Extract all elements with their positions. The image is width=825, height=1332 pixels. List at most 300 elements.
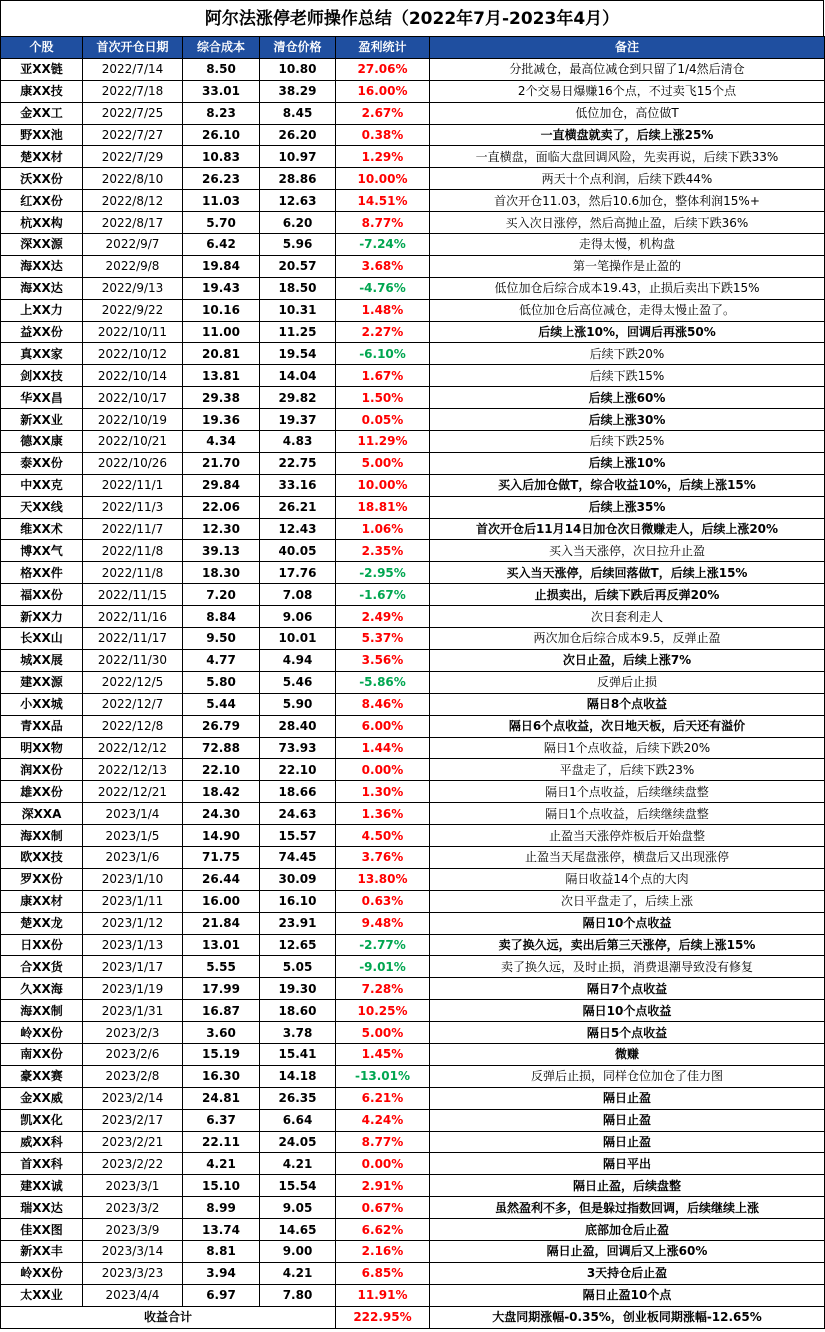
cost-cell: 24.30: [183, 803, 260, 825]
date-cell: 2022/7/27: [83, 124, 183, 146]
pnl-cell: -7.24%: [336, 234, 430, 256]
cost-cell: 29.84: [183, 474, 260, 496]
pnl-cell: 0.00%: [336, 759, 430, 781]
table-row: [1, 693, 825, 715]
stock-cell: 太XX业: [1, 1284, 83, 1306]
date-cell: 2022/12/7: [83, 693, 183, 715]
cost-cell: 6.37: [183, 1109, 260, 1131]
note-cell: 买入次日涨停，然后高抛止盈，后续下跌36%: [430, 212, 825, 234]
date-cell: 2023/2/6: [83, 1043, 183, 1065]
note-cell: 首次开仓后11月14日加仓次日微赚走人，后续上涨20%: [430, 518, 825, 540]
date-cell: 2022/7/29: [83, 146, 183, 168]
pnl-cell: 0.00%: [336, 1153, 430, 1175]
pnl-cell: 10.00%: [336, 168, 430, 190]
exit-price-cell: 7.80: [260, 1284, 336, 1306]
exit-price-cell: 5.90: [260, 693, 336, 715]
table-row: [1, 299, 825, 321]
cost-cell: 8.99: [183, 1197, 260, 1219]
stock-cell: 杭XX构: [1, 212, 83, 234]
exit-price-cell: 15.41: [260, 1043, 336, 1065]
cost-cell: 15.10: [183, 1175, 260, 1197]
stock-cell: 海XX达: [1, 255, 83, 277]
note-cell: 隔日8个点收益: [430, 693, 825, 715]
stock-cell: 真XX家: [1, 343, 83, 365]
stock-cell: 青XX品: [1, 715, 83, 737]
stock-cell: 凯XX化: [1, 1109, 83, 1131]
exit-price-cell: 5.46: [260, 671, 336, 693]
exit-price-cell: 10.80: [260, 58, 336, 80]
note-cell: 底部加仓后止盈: [430, 1219, 825, 1241]
exit-price-cell: 26.35: [260, 1087, 336, 1109]
date-cell: 2023/1/6: [83, 846, 183, 868]
date-cell: 2022/12/8: [83, 715, 183, 737]
note-cell: 后续上涨10%: [430, 452, 825, 474]
cost-cell: 17.99: [183, 978, 260, 1000]
table-row: [1, 628, 825, 650]
cost-cell: 6.97: [183, 1284, 260, 1306]
table-row: [1, 409, 825, 431]
date-cell: 2022/12/13: [83, 759, 183, 781]
note-cell: 平盘走了，后续下跌23%: [430, 759, 825, 781]
table-row: [1, 912, 825, 934]
note-cell: 2个交易日爆赚16个点，不过卖飞15个点: [430, 80, 825, 102]
pnl-cell: 3.56%: [336, 649, 430, 671]
cost-cell: 13.01: [183, 934, 260, 956]
table-row: [1, 584, 825, 606]
exit-price-cell: 16.10: [260, 890, 336, 912]
exit-price-cell: 9.00: [260, 1240, 336, 1262]
table-row: [1, 102, 825, 124]
cost-cell: 8.50: [183, 58, 260, 80]
cost-cell: 5.44: [183, 693, 260, 715]
table-row: [1, 715, 825, 737]
pnl-cell: 8.46%: [336, 693, 430, 715]
pnl-cell: 10.00%: [336, 474, 430, 496]
note-cell: 两次加仓后综合成本9.5，反弹止盈: [430, 628, 825, 650]
date-cell: 2023/1/5: [83, 825, 183, 847]
pnl-cell: 13.80%: [336, 868, 430, 890]
table-row: [1, 803, 825, 825]
date-cell: 2022/7/25: [83, 102, 183, 124]
date-cell: 2022/7/14: [83, 58, 183, 80]
note-cell: 后续上涨60%: [430, 387, 825, 409]
note-cell: 买入后加仓做T，综合收益10%，后续上涨15%: [430, 474, 825, 496]
note-cell: 卖了换久远，卖出后第三天涨停，后续上涨15%: [430, 934, 825, 956]
pnl-cell: 8.77%: [336, 1131, 430, 1153]
table-row: [1, 496, 825, 518]
stock-cell: 沃XX份: [1, 168, 83, 190]
stock-cell: 亚XX链: [1, 58, 83, 80]
stock-cell: 南XX份: [1, 1043, 83, 1065]
date-cell: 2023/2/21: [83, 1131, 183, 1153]
exit-price-cell: 18.50: [260, 277, 336, 299]
stock-cell: 建XX诚: [1, 1175, 83, 1197]
cost-cell: 71.75: [183, 846, 260, 868]
pnl-cell: 27.06%: [336, 58, 430, 80]
table-row: [1, 452, 825, 474]
note-cell: 一直横盘，面临大盘回调风险，先卖再说，后续下跌33%: [430, 146, 825, 168]
date-cell: 2022/7/18: [83, 80, 183, 102]
date-cell: 2023/3/14: [83, 1240, 183, 1262]
exit-price-cell: 73.93: [260, 737, 336, 759]
note-cell: 隔日1个点收益，后续下跌20%: [430, 737, 825, 759]
note-cell: 隔日7个点收益: [430, 978, 825, 1000]
table-row: [1, 124, 825, 146]
header-pnl: 盈利统计: [336, 37, 430, 59]
exit-price-cell: 29.82: [260, 387, 336, 409]
pnl-cell: 6.85%: [336, 1262, 430, 1284]
table-row: [1, 277, 825, 299]
table-row: [1, 190, 825, 212]
stock-cell: 润XX份: [1, 759, 83, 781]
table-row: [1, 146, 825, 168]
exit-price-cell: 12.65: [260, 934, 336, 956]
pnl-cell: 1.44%: [336, 737, 430, 759]
exit-price-cell: 18.60: [260, 1000, 336, 1022]
stock-cell: 久XX海: [1, 978, 83, 1000]
stock-cell: 雄XX份: [1, 781, 83, 803]
stock-cell: 海XX制: [1, 1000, 83, 1022]
pnl-cell: 0.38%: [336, 124, 430, 146]
date-cell: 2023/2/8: [83, 1065, 183, 1087]
pnl-cell: 1.45%: [336, 1043, 430, 1065]
header-open-date: 首次开仓日期: [83, 37, 183, 59]
cost-cell: 16.30: [183, 1065, 260, 1087]
note-cell: 反弹后止损: [430, 671, 825, 693]
pnl-cell: 1.06%: [336, 518, 430, 540]
stock-cell: 首XX科: [1, 1153, 83, 1175]
stock-cell: 益XX份: [1, 321, 83, 343]
exit-price-cell: 17.76: [260, 562, 336, 584]
pnl-cell: 1.67%: [336, 365, 430, 387]
stock-cell: 威XX科: [1, 1131, 83, 1153]
stock-cell: 合XX货: [1, 956, 83, 978]
header-note: 备注: [430, 37, 825, 59]
sheet-title: 阿尔法涨停老师操作总结（2022年7月-2023年4月）: [0, 0, 824, 36]
stock-cell: 岭XX份: [1, 1262, 83, 1284]
note-cell: 3天持仓后止盈: [430, 1262, 825, 1284]
total-note: 大盘同期涨幅-0.35%，创业板同期涨幅-12.65%: [430, 1306, 825, 1328]
pnl-cell: 6.00%: [336, 715, 430, 737]
note-cell: 隔日止盈，回调后又上涨60%: [430, 1240, 825, 1262]
note-cell: 隔日止盈: [430, 1109, 825, 1131]
exit-price-cell: 38.29: [260, 80, 336, 102]
cost-cell: 16.00: [183, 890, 260, 912]
cost-cell: 26.79: [183, 715, 260, 737]
exit-price-cell: 9.05: [260, 1197, 336, 1219]
pnl-cell: 1.50%: [336, 387, 430, 409]
table-row: [1, 58, 825, 80]
cost-cell: 24.81: [183, 1087, 260, 1109]
pnl-cell: 0.63%: [336, 890, 430, 912]
cost-cell: 20.81: [183, 343, 260, 365]
date-cell: 2023/1/17: [83, 956, 183, 978]
pnl-cell: -6.10%: [336, 343, 430, 365]
cost-cell: 29.38: [183, 387, 260, 409]
table-row: [1, 1197, 825, 1219]
cost-cell: 6.42: [183, 234, 260, 256]
date-cell: 2022/12/12: [83, 737, 183, 759]
stock-cell: 康XX技: [1, 80, 83, 102]
date-cell: 2023/1/10: [83, 868, 183, 890]
cost-cell: 18.42: [183, 781, 260, 803]
pnl-cell: 2.91%: [336, 1175, 430, 1197]
cost-cell: 18.30: [183, 562, 260, 584]
table-row: [1, 606, 825, 628]
cost-cell: 16.87: [183, 1000, 260, 1022]
stock-cell: 红XX份: [1, 190, 83, 212]
date-cell: 2022/11/17: [83, 628, 183, 650]
cost-cell: 3.94: [183, 1262, 260, 1284]
stock-cell: 金XX工: [1, 102, 83, 124]
note-cell: 隔日止盈: [430, 1131, 825, 1153]
exit-price-cell: 12.63: [260, 190, 336, 212]
table-row: [1, 474, 825, 496]
exit-price-cell: 28.40: [260, 715, 336, 737]
table-row: [1, 168, 825, 190]
pnl-cell: 0.05%: [336, 409, 430, 431]
table-row: [1, 80, 825, 102]
note-cell: 买入当天涨停，次日拉升止盈: [430, 540, 825, 562]
date-cell: 2023/3/23: [83, 1262, 183, 1284]
note-cell: 买入当天涨停，后续回落做T，后续上涨15%: [430, 562, 825, 584]
note-cell: 两天十个点利润，后续下跌44%: [430, 168, 825, 190]
table-body: [1, 58, 825, 1306]
pnl-cell: 3.76%: [336, 846, 430, 868]
table-row: [1, 1153, 825, 1175]
pnl-cell: -5.86%: [336, 671, 430, 693]
table-row: [1, 649, 825, 671]
cost-cell: 21.84: [183, 912, 260, 934]
note-cell: 次日平盘走了，后续上涨: [430, 890, 825, 912]
exit-price-cell: 11.25: [260, 321, 336, 343]
date-cell: 2022/10/21: [83, 431, 183, 453]
exit-price-cell: 14.18: [260, 1065, 336, 1087]
note-cell: 次日套利走人: [430, 606, 825, 628]
table-row: [1, 234, 825, 256]
cost-cell: 3.60: [183, 1022, 260, 1044]
exit-price-cell: 3.78: [260, 1022, 336, 1044]
date-cell: 2022/11/16: [83, 606, 183, 628]
cost-cell: 22.06: [183, 496, 260, 518]
exit-price-cell: 14.04: [260, 365, 336, 387]
table-row: [1, 1109, 825, 1131]
pnl-cell: 8.77%: [336, 212, 430, 234]
date-cell: 2023/3/1: [83, 1175, 183, 1197]
table-row: [1, 1175, 825, 1197]
cost-cell: 9.50: [183, 628, 260, 650]
date-cell: 2022/10/19: [83, 409, 183, 431]
table-row: [1, 1219, 825, 1241]
exit-price-cell: 7.08: [260, 584, 336, 606]
pnl-cell: 6.21%: [336, 1087, 430, 1109]
note-cell: 后续上涨35%: [430, 496, 825, 518]
stock-cell: 博XX气: [1, 540, 83, 562]
pnl-cell: 11.29%: [336, 431, 430, 453]
date-cell: 2022/10/14: [83, 365, 183, 387]
cost-cell: 11.03: [183, 190, 260, 212]
exit-price-cell: 14.65: [260, 1219, 336, 1241]
note-cell: 隔日10个点收益: [430, 912, 825, 934]
note-cell: 止盈当天涨停炸板后开始盘整: [430, 825, 825, 847]
stock-cell: 佳XX图: [1, 1219, 83, 1241]
note-cell: 隔日5个点收益: [430, 1022, 825, 1044]
note-cell: 隔日平出: [430, 1153, 825, 1175]
cost-cell: 15.19: [183, 1043, 260, 1065]
date-cell: 2023/2/3: [83, 1022, 183, 1044]
table-row: [1, 1065, 825, 1087]
date-cell: 2023/1/13: [83, 934, 183, 956]
exit-price-cell: 33.16: [260, 474, 336, 496]
total-row: [1, 1306, 825, 1328]
pnl-cell: -13.01%: [336, 1065, 430, 1087]
exit-price-cell: 18.66: [260, 781, 336, 803]
date-cell: 2022/11/7: [83, 518, 183, 540]
pnl-cell: 6.62%: [336, 1219, 430, 1241]
cost-cell: 10.83: [183, 146, 260, 168]
trades-table: [0, 36, 825, 1329]
pnl-cell: 2.16%: [336, 1240, 430, 1262]
exit-price-cell: 10.01: [260, 628, 336, 650]
note-cell: 虽然盈利不多，但是躲过指数回调，后续继续上涨: [430, 1197, 825, 1219]
pnl-cell: 2.27%: [336, 321, 430, 343]
exit-price-cell: 20.57: [260, 255, 336, 277]
cost-cell: 4.34: [183, 431, 260, 453]
date-cell: 2022/10/11: [83, 321, 183, 343]
date-cell: 2022/11/30: [83, 649, 183, 671]
note-cell: 卖了换久远，及时止损，消费退潮导致没有修复: [430, 956, 825, 978]
pnl-cell: 4.24%: [336, 1109, 430, 1131]
note-cell: 走得太慢，机构盘: [430, 234, 825, 256]
date-cell: 2023/1/31: [83, 1000, 183, 1022]
pnl-cell: 11.91%: [336, 1284, 430, 1306]
cost-cell: 72.88: [183, 737, 260, 759]
stock-cell: 新XX力: [1, 606, 83, 628]
cost-cell: 19.43: [183, 277, 260, 299]
pnl-cell: -2.95%: [336, 562, 430, 584]
stock-cell: 中XX克: [1, 474, 83, 496]
table-row: [1, 671, 825, 693]
pnl-cell: -2.77%: [336, 934, 430, 956]
table-row: [1, 365, 825, 387]
exit-price-cell: 22.10: [260, 759, 336, 781]
stock-cell: 深XX源: [1, 234, 83, 256]
note-cell: 次日止盈，后续上涨7%: [430, 649, 825, 671]
table-row: [1, 518, 825, 540]
stock-cell: 长XX山: [1, 628, 83, 650]
cost-cell: 8.23: [183, 102, 260, 124]
exit-price-cell: 19.54: [260, 343, 336, 365]
table-row: [1, 1043, 825, 1065]
cost-cell: 19.36: [183, 409, 260, 431]
note-cell: 后续上涨30%: [430, 409, 825, 431]
note-cell: 后续上涨10%，回调后再涨50%: [430, 321, 825, 343]
note-cell: 微赚: [430, 1043, 825, 1065]
stock-cell: 罗XX份: [1, 868, 83, 890]
date-cell: 2022/9/22: [83, 299, 183, 321]
date-cell: 2023/1/11: [83, 890, 183, 912]
table-row: [1, 343, 825, 365]
stock-cell: 维XX术: [1, 518, 83, 540]
table-row: [1, 431, 825, 453]
cost-cell: 7.20: [183, 584, 260, 606]
cost-cell: 33.01: [183, 80, 260, 102]
cost-cell: 11.00: [183, 321, 260, 343]
stock-cell: 海XX制: [1, 825, 83, 847]
date-cell: 2023/4/4: [83, 1284, 183, 1306]
exit-price-cell: 28.86: [260, 168, 336, 190]
table-row: [1, 956, 825, 978]
table-row: [1, 1000, 825, 1022]
note-cell: 隔日止盈，后续盘整: [430, 1175, 825, 1197]
table-header-row: [1, 37, 825, 59]
stock-cell: 建XX源: [1, 671, 83, 693]
stock-cell: 欧XX技: [1, 846, 83, 868]
pnl-cell: -4.76%: [336, 277, 430, 299]
table-row: [1, 978, 825, 1000]
date-cell: 2022/11/8: [83, 540, 183, 562]
pnl-cell: 1.30%: [336, 781, 430, 803]
table-row: [1, 934, 825, 956]
stock-cell: 海XX达: [1, 277, 83, 299]
note-cell: 止损卖出，后续下跌后再反弹20%: [430, 584, 825, 606]
table-row: [1, 868, 825, 890]
date-cell: 2022/11/1: [83, 474, 183, 496]
note-cell: 后续下跌20%: [430, 343, 825, 365]
pnl-cell: 1.29%: [336, 146, 430, 168]
table-row: [1, 1022, 825, 1044]
date-cell: 2023/3/9: [83, 1219, 183, 1241]
table-row: [1, 781, 825, 803]
note-cell: 首次开仓11.03，然后10.6加仓，整体利润15%+: [430, 190, 825, 212]
pnl-cell: 0.67%: [336, 1197, 430, 1219]
stock-cell: 城XX展: [1, 649, 83, 671]
stock-cell: 瑞XX达: [1, 1197, 83, 1219]
exit-price-cell: 10.97: [260, 146, 336, 168]
date-cell: 2022/9/7: [83, 234, 183, 256]
pnl-cell: 18.81%: [336, 496, 430, 518]
cost-cell: 5.55: [183, 956, 260, 978]
pnl-cell: 9.48%: [336, 912, 430, 934]
stock-cell: 楚XX材: [1, 146, 83, 168]
cost-cell: 26.44: [183, 868, 260, 890]
cost-cell: 12.30: [183, 518, 260, 540]
total-label: 收益合计: [1, 1306, 336, 1328]
date-cell: 2023/2/14: [83, 1087, 183, 1109]
pnl-cell: 1.48%: [336, 299, 430, 321]
exit-price-cell: 26.20: [260, 124, 336, 146]
note-cell: 低位加仓，高位做T: [430, 102, 825, 124]
table-row: [1, 759, 825, 781]
stock-cell: 剑XX技: [1, 365, 83, 387]
stock-cell: 野XX池: [1, 124, 83, 146]
cost-cell: 21.70: [183, 452, 260, 474]
note-cell: 第一笔操作是止盈的: [430, 255, 825, 277]
pnl-cell: 5.37%: [336, 628, 430, 650]
table-row: [1, 1262, 825, 1284]
cost-cell: 8.81: [183, 1240, 260, 1262]
pnl-cell: -1.67%: [336, 584, 430, 606]
stock-cell: 德XX康: [1, 431, 83, 453]
table-row: [1, 562, 825, 584]
stock-cell: 豪XX赛: [1, 1065, 83, 1087]
date-cell: 2022/11/8: [83, 562, 183, 584]
date-cell: 2023/2/17: [83, 1109, 183, 1131]
cost-cell: 4.21: [183, 1153, 260, 1175]
stock-cell: 金XX威: [1, 1087, 83, 1109]
exit-price-cell: 4.21: [260, 1153, 336, 1175]
cost-cell: 26.23: [183, 168, 260, 190]
